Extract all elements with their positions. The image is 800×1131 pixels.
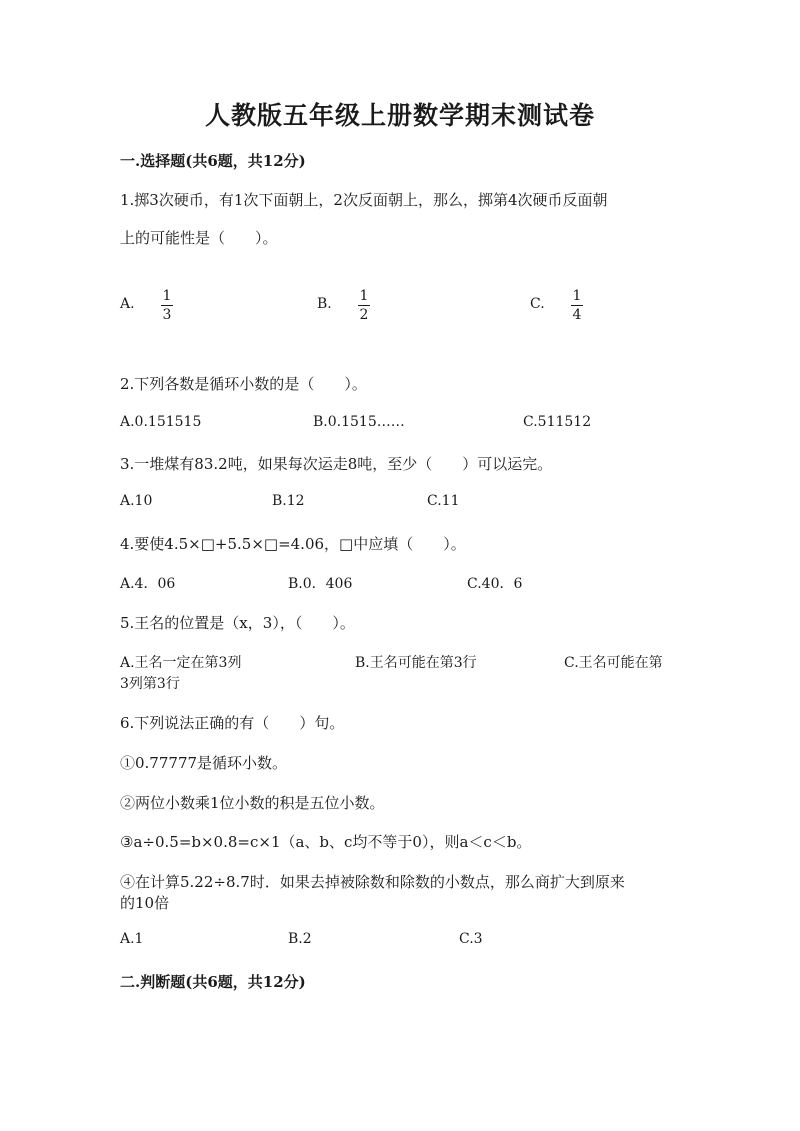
question-1-option-c-fraction: [569, 288, 585, 323]
question-1-option-c-label: C.: [530, 296, 545, 312]
question-1-option-a-fraction: [159, 288, 175, 323]
question-1-line-2: 上的可能性是（ ）。: [120, 229, 278, 247]
question-6-option-c: C.3: [459, 931, 483, 947]
question-3-text: 3.一堆煤有83.2吨，如果每次运走8吨，至少（ ）可以运完。: [120, 455, 553, 473]
question-5-text: 5.王名的位置是（x，3），（ ）。: [120, 614, 355, 632]
section-heading-choice: 一.选择题(共6题，共12分): [120, 152, 306, 170]
question-5-option-c: C.王名可能在第: [564, 655, 663, 671]
question-6-statement-2: ②两位小数乘1位小数的积是五位小数。: [120, 794, 385, 812]
question-3-option-b: B.12: [272, 493, 305, 509]
section-heading-judgement: 二.判断题(共6题，共12分): [120, 973, 306, 991]
fraction-numerator: 1: [572, 288, 582, 304]
page-title: 人教版五年级上册数学期末测试卷: [204, 101, 595, 130]
question-5-option-b: B.王名可能在第3行: [355, 655, 477, 671]
question-6-option-a: A.1: [120, 931, 144, 947]
question-4-option-b: B.0．406: [288, 576, 353, 592]
question-3-option-c: C.11: [427, 493, 460, 509]
question-1-option-a-label: A.: [120, 296, 135, 312]
fraction-numerator: 1: [162, 288, 172, 304]
question-2-option-c: C.511512: [523, 414, 592, 430]
question-6-text: 6.下列说法正确的有（ ）句。: [120, 714, 345, 732]
question-3-option-a: A.10: [120, 493, 153, 509]
fraction-denominator: 2: [359, 307, 369, 323]
question-6-statement-1: ①0.77777是循环小数。: [120, 754, 288, 772]
fraction-bar: [161, 305, 173, 306]
fraction-bar: [358, 305, 370, 306]
question-4-option-a: A.4．06: [120, 576, 176, 592]
fraction-bar: [571, 305, 583, 306]
question-1-line-1: 1.掷3次硬币，有1次下面朝上，2次反面朝上，那么，掷第4次硬币反面朝: [120, 191, 608, 209]
question-1-option-b-label: B.: [317, 296, 332, 312]
fraction-numerator: 1: [359, 288, 369, 304]
question-6-option-b: B.2: [288, 931, 312, 947]
question-1-option-b-fraction: [356, 288, 372, 323]
question-2-option-b: B.0.1515……: [313, 414, 405, 430]
fraction-denominator: 3: [162, 307, 172, 323]
question-4-text: 4.要使4.5×□+5.5×□=4.06，□中应填（ ）。: [120, 535, 466, 553]
question-5-option-c-continued: 3列第3行: [120, 676, 180, 692]
question-6-statement-4-continued: 的10倍: [120, 894, 170, 912]
question-4-option-c: C.40．6: [467, 576, 523, 592]
question-2-text: 2.下列各数是循环小数的是（ ）。: [120, 375, 367, 393]
question-6-statement-3: ③a÷0.5=b×0.8=c×1（a、b、c均不等于0），则a＜c＜b。: [120, 833, 532, 851]
question-6-statement-4: ④在计算5.22÷8.7时．如果去掉被除数和除数的小数点，那么商扩大到原来: [120, 873, 625, 891]
question-5-option-a: A.王名一定在第3列: [120, 655, 242, 671]
question-2-option-a: A.0.151515: [120, 414, 202, 430]
fraction-denominator: 4: [572, 307, 582, 323]
